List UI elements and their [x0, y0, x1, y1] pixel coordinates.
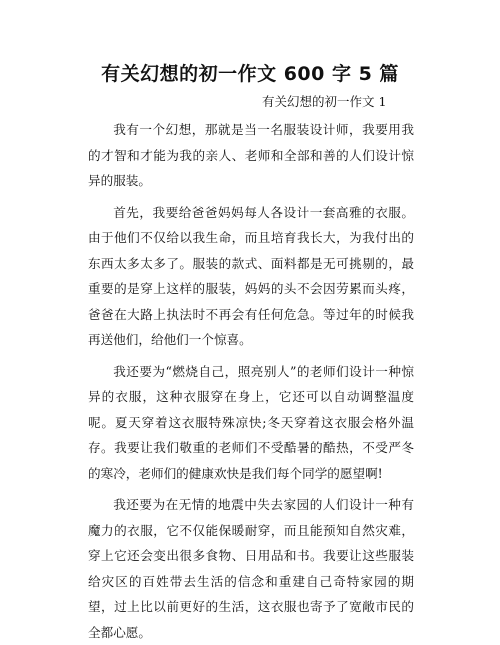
- paragraph: 我还要为“燃烧自己，照亮别人”的老师们设计一种惊异的衣服，这种衣服穿在身上，它还可以自动调整温度呢。夏天穿着这衣服特殊凉快;冬天穿着这衣服会格外温存。我要让我们敬重的老师们不受酷暑的酷热，不受严冬的寒冷，老师们的健康欢快是我们每个同学的愿望啊!: [88, 363, 414, 481]
- paragraph: 首先，我要给爸爸妈妈每人各设计一套高雅的衣服。由于他们不仅给以我生命，而且培育我长大，为我付出的东西太多太多了。服装的款式、面料都是无可挑剔的，最重要的是穿上这样的服装，妈妈的头不会因劳累而头疼，爸爸在大路上执法时不再会有任何危急。等过年的时候我再送他们，给他们一个惊喜。: [88, 204, 414, 347]
- document-title: 有关幻想的初一作文 600 字 5 篇: [101, 63, 399, 85]
- paragraph: 我有一个幻想，那就是当一名服装设计师，我要用我的才智和才能为我的亲人、老师和全部和善的人们设计惊异的服装。: [88, 122, 414, 188]
- paragraph: 我还要为在无情的地震中失去家园的人们设计一种有魔力的衣服，它不仅能保暖耐穿，而且能预知自然灾难，穿上它还会变出很多食物、日用品和书。我要让这些服装给灾区的百姓带去生活的信念和重建自己奇特家园的期望，过上比以前更好的生活，这衣服也寄予了宽敞市民的全都心愿。: [88, 497, 414, 640]
- document-subtitle: 有关幻想的初一作文 1: [262, 94, 387, 109]
